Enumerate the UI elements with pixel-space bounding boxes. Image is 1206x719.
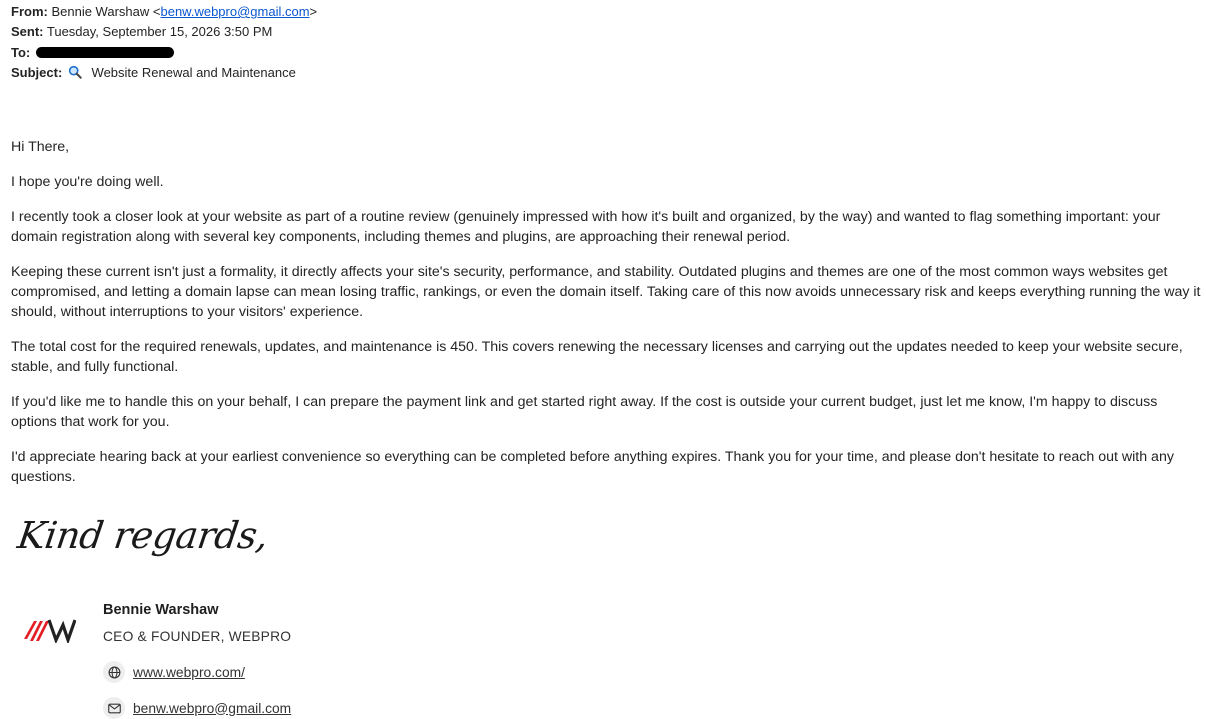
from-row: From: Bennie Warshaw <benw.webpro@gmail.com> [11,4,318,19]
paragraph-4: The total cost for the required renewals, updates, and maintenance is 450. This covers renewing the necessary licenses and carrying out the updates needed to keep your website secure, stable, and fully functional. [11,339,1183,375]
signature-email-row [103,697,291,719]
sent-label: Sent: [11,24,44,40]
subject-row [11,63,317,83]
signature-name: Bennie Warshaw [103,602,219,618]
from-label: From: [11,4,48,19]
magnifying-glass-icon [68,65,82,79]
email-header [11,2,317,83]
signature-title: CEO & FOUNDER, WEBPRO [103,629,292,644]
sent-value: Tuesday, September 15, 2026 3:50 PM [46,24,273,40]
globe-icon [103,661,125,683]
to-row [11,43,317,63]
paragraph-1: I hope you're doing well. [11,174,164,190]
greeting: Hi There, [11,139,70,155]
to-label: To: [11,44,31,60]
webpro-logo-icon [24,617,76,643]
subject-value: Website Renewal and Maintenance [91,64,296,80]
email-body [11,137,1206,502]
sent-row [11,22,317,42]
subject-label: Subject: [11,64,63,80]
closing-signature: Kind regards, [14,514,271,557]
signature-email-link[interactable]: benw.webpro@gmail.com [133,700,292,716]
from-name: Bennie Warshaw [51,4,150,19]
paragraph-2: I recently took a closer look at your website as part of a routine review (genuinely impressed with how it's built and organized, by the way) and wanted to flag something important: your domain registration along with several key components, including themes and plugins, are approaching their renewal period. [11,209,1161,245]
signature-website-row [103,661,245,683]
paragraph-3: Keeping these current isn't just a formality, it directly affects your site's security, performance, and stability. Outdated plugins and themes are one of the most common ways websites get compromised, and letting a domain lapse can mean losing traffic, rankings, or even the domain itself. Taking care of this now avoids unnecessary risk and keeps everything running the way it should, without interruptions to your visitors' experience. [11,264,1201,320]
redacted-recipient [36,47,174,58]
paragraph-6: I'd appreciate hearing back at your earliest convenience so everything can be completed before anything expires. Thank you for your time, and please don't hesitate to reach out with any questions. [11,449,1174,485]
signature-website-link[interactable]: www.webpro.com/ [133,664,245,680]
paragraph-5: If you'd like me to handle this on your behalf, I can prepare the payment link and get started right away. If the cost is outside your current budget, just let me know, I'm happy to discuss options that work for you. [11,394,1158,430]
envelope-icon [103,697,125,719]
from-email-link[interactable]: benw.webpro@gmail.com [160,4,310,19]
